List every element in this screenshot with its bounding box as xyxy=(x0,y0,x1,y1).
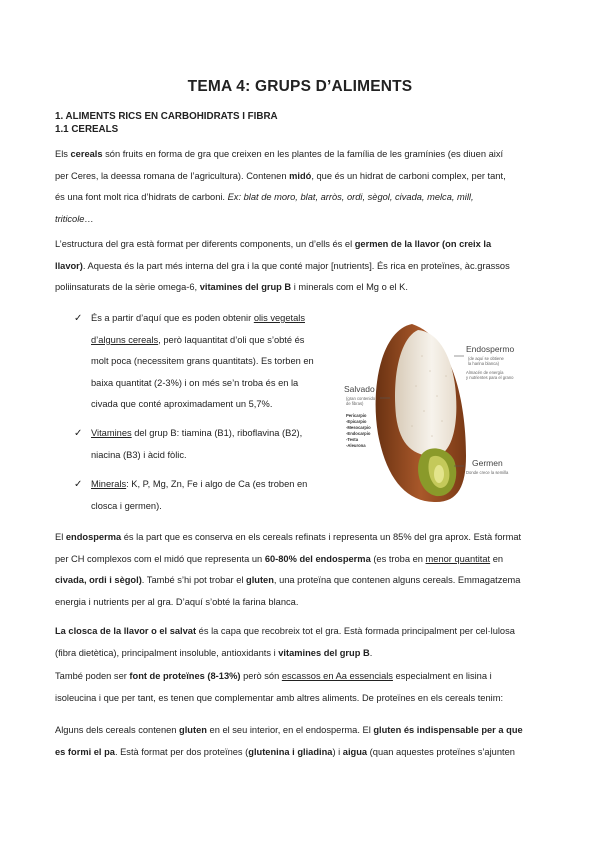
svg-text:-Testa: -Testa xyxy=(346,437,359,442)
paragraph-grain-structure: L’estructura del gra està format per diferents components, un d’ells és el germen de la llavor (on creix la llavor). Aquesta és la part més interna del gra i la que conté major [nutrients]. És rica en proteïnes, àc.grassos poliinsaturats de la sèrie omega-6, vitamines del grup B i minerals com el Mg o el K. xyxy=(55,239,510,293)
checkmark-icon: ✓ xyxy=(74,428,83,439)
svg-text:-Endocarpio: -Endocarpio xyxy=(346,431,371,436)
endosperm-shape xyxy=(395,330,456,456)
bran-label: Salvado xyxy=(344,384,375,394)
grain-diagram xyxy=(342,316,552,506)
paragraph-gluten: Alguns dels cereals contenen gluten en el seu interior, en el endosperma. El gluten és indispensable per a que es formi el pa. Està format per dos proteïnes (glutenina i gliadina) i aigua (quan aquestes proteïnes s’ajunten xyxy=(55,725,523,757)
svg-text:-Epicarpio: -Epicarpio xyxy=(346,419,367,424)
svg-text:-Mesocarpio: -Mesocarpio xyxy=(346,425,371,430)
svg-text:de fibras): de fibras) xyxy=(346,401,364,406)
svg-text:Pericarpio: Pericarpio xyxy=(346,413,367,418)
section-heading: 1. ALIMENTS RICS EN CARBOHIDRATS I FIBRA xyxy=(55,111,278,122)
svg-text:Almacén de energía: Almacén de energía xyxy=(466,370,504,375)
page-title: TEMA 4: GRUPS D’ALIMENTS xyxy=(187,78,413,95)
paragraph-endosperm: El endosperma és la part que es conserva en els cereals refinats i representa un 85% del gra aprox. Està format per CH complexos com el midó que representa un 60-80% del endosperma (es troba en menor quantitat en civada, ordi i sègol). També s’hi pot trobar el gluten, una proteïna que contenen alguns cereals. Emmagatzema energia i nutrients per al gra. D’aquí s’obté la farina blanca. xyxy=(55,532,522,607)
svg-text:-Aleurona: -Aleurona xyxy=(346,443,366,448)
subsection-heading: 1.1 CEREALS xyxy=(55,124,119,135)
svg-text:la harina blanca): la harina blanca) xyxy=(468,361,499,366)
germ-label: Germen xyxy=(472,458,503,468)
checkmark-icon: ✓ xyxy=(74,313,83,324)
svg-text:(de aquí se obtiene: (de aquí se obtiene xyxy=(468,356,504,361)
paragraph-bran: La closca de la llavor o el salvat és la capa que recobreix tot el gra. Està formada principalment per cel·lulosa (fibra dietètica), principalment insoluble, antioxidants i vitamines del grup B. xyxy=(55,626,515,658)
svg-text:Donde crece la semilla: Donde crece la semilla xyxy=(466,470,509,475)
svg-text:y nutrientes para el grano: y nutrientes para el grano xyxy=(466,375,514,380)
paragraph-cereals-intro: Els cereals són fruits en forma de gra que creixen en les plantes de la família de les gramínies (es diuen així per Ceres, la deessa romana de l’agricultura). Contenen midó, que és un hidrat de carboni complex, per tant, és una font molt rica d’hidrats de carboni. Ex: blat de moro, blat, arròs, ordi, sègol, civada, melca, mill, triticole… xyxy=(55,149,506,224)
document-page: TEMA 4: GRUPS D’ALIMENTS 1. ALIMENTS RICS EN CARBOHIDRATS I FIBRA 1.1 CEREALS Els cereals són fruits en forma de gra que creixen en les plantes de la família de les gramínies (es diuen així per Ceres, la deessa romana de l’agricultura). Contenen midó, que és un hidrat de carboni complex, per tant, és una font molt rica d’hidrats de carboni. Ex: blat de moro, blat, arròs, ordi, sègol, civada, melca, mill, triticole… L’estructura del gra està format per diferents components, un d’ells és el germen de la llavor (on creix la llavor). Aquesta és la part més interna del gra i la que conté major [nutrients]. És rica en proteïnes, àc.grassos poliinsaturats de la sèrie omega-6, vitamines del grup B i minerals com el Mg o el K. ✓ És a partir d’aquí que es poden obtenir olis vegetals d’alguns cereals, però laquantitat d’oli que s’obté és molt poca (necessitem grans quantitats). Es torben en baixa quantitat (2-3%) i on més se’n troba és en la civada que conté aproximadament un 5,7%. ✓ Vitamines del grup B: tiamina (B1), riboflavina (B2), niacina (B3) i àcid fòlic. ✓ Minerals: K, P, Mg, Zn, Fe i algo de Ca (es troben en closca i germen). Endospermo (de aquí se obtiene la harina blanca) Almacén de energía y nutrientes para el grano Salvado (gran contenido de fibras) Pericarpio -Epicarpio -Mesocarpio -Endocarpio -Testa -Aleurona Germen Donde crece la semilla El endosperma és la part que es conserva en els cereals refinats i representa un 85% del gra aprox. Està format per CH complexos com el midó que representa un 60-80% del endosperma (es troba en menor quantitat en civada, ordi i sègol). També s’hi pot trobar el gluten, una proteïna que contenen alguns cereals. Emmagatzema energia i nutrients per al gra. D’aquí s’obté la farina blanca. La closca de la llavor o el salvat és la capa que recobreix tot el gra. Està formada principalment per cel·lulosa (fibra dietètica), principalment insoluble, antioxidants i vitamines del grup B. També poden ser font de proteïnes (8-13%) però són escassos en Aa essencials especialment en lisina i isoleucina i que per tant, es tenen que complementar amb altres aliments. De proteïnes en els cereals tenim: Alguns dels cereals contenen gluten en el seu interior, en el endosperma. El gluten és indispensable per a que es formi el pa. Està format per dos proteïnes (glutenina i gliadina) i aigua (quan aquestes proteïnes s’ajunten xyxy=(0,0,600,848)
svg-text:(gran contenido: (gran contenido xyxy=(346,396,376,401)
checkmark-icon: ✓ xyxy=(74,479,83,490)
paragraph-proteins: També poden ser font de proteïnes (8-13%) però són escassos en Aa essencials especialment en lisina i isoleucina i que per tant, es tenen que complementar amb altres aliments. De proteïnes en els cereals tenim: xyxy=(55,671,504,703)
endosperm-label: Endospermo xyxy=(466,344,515,354)
